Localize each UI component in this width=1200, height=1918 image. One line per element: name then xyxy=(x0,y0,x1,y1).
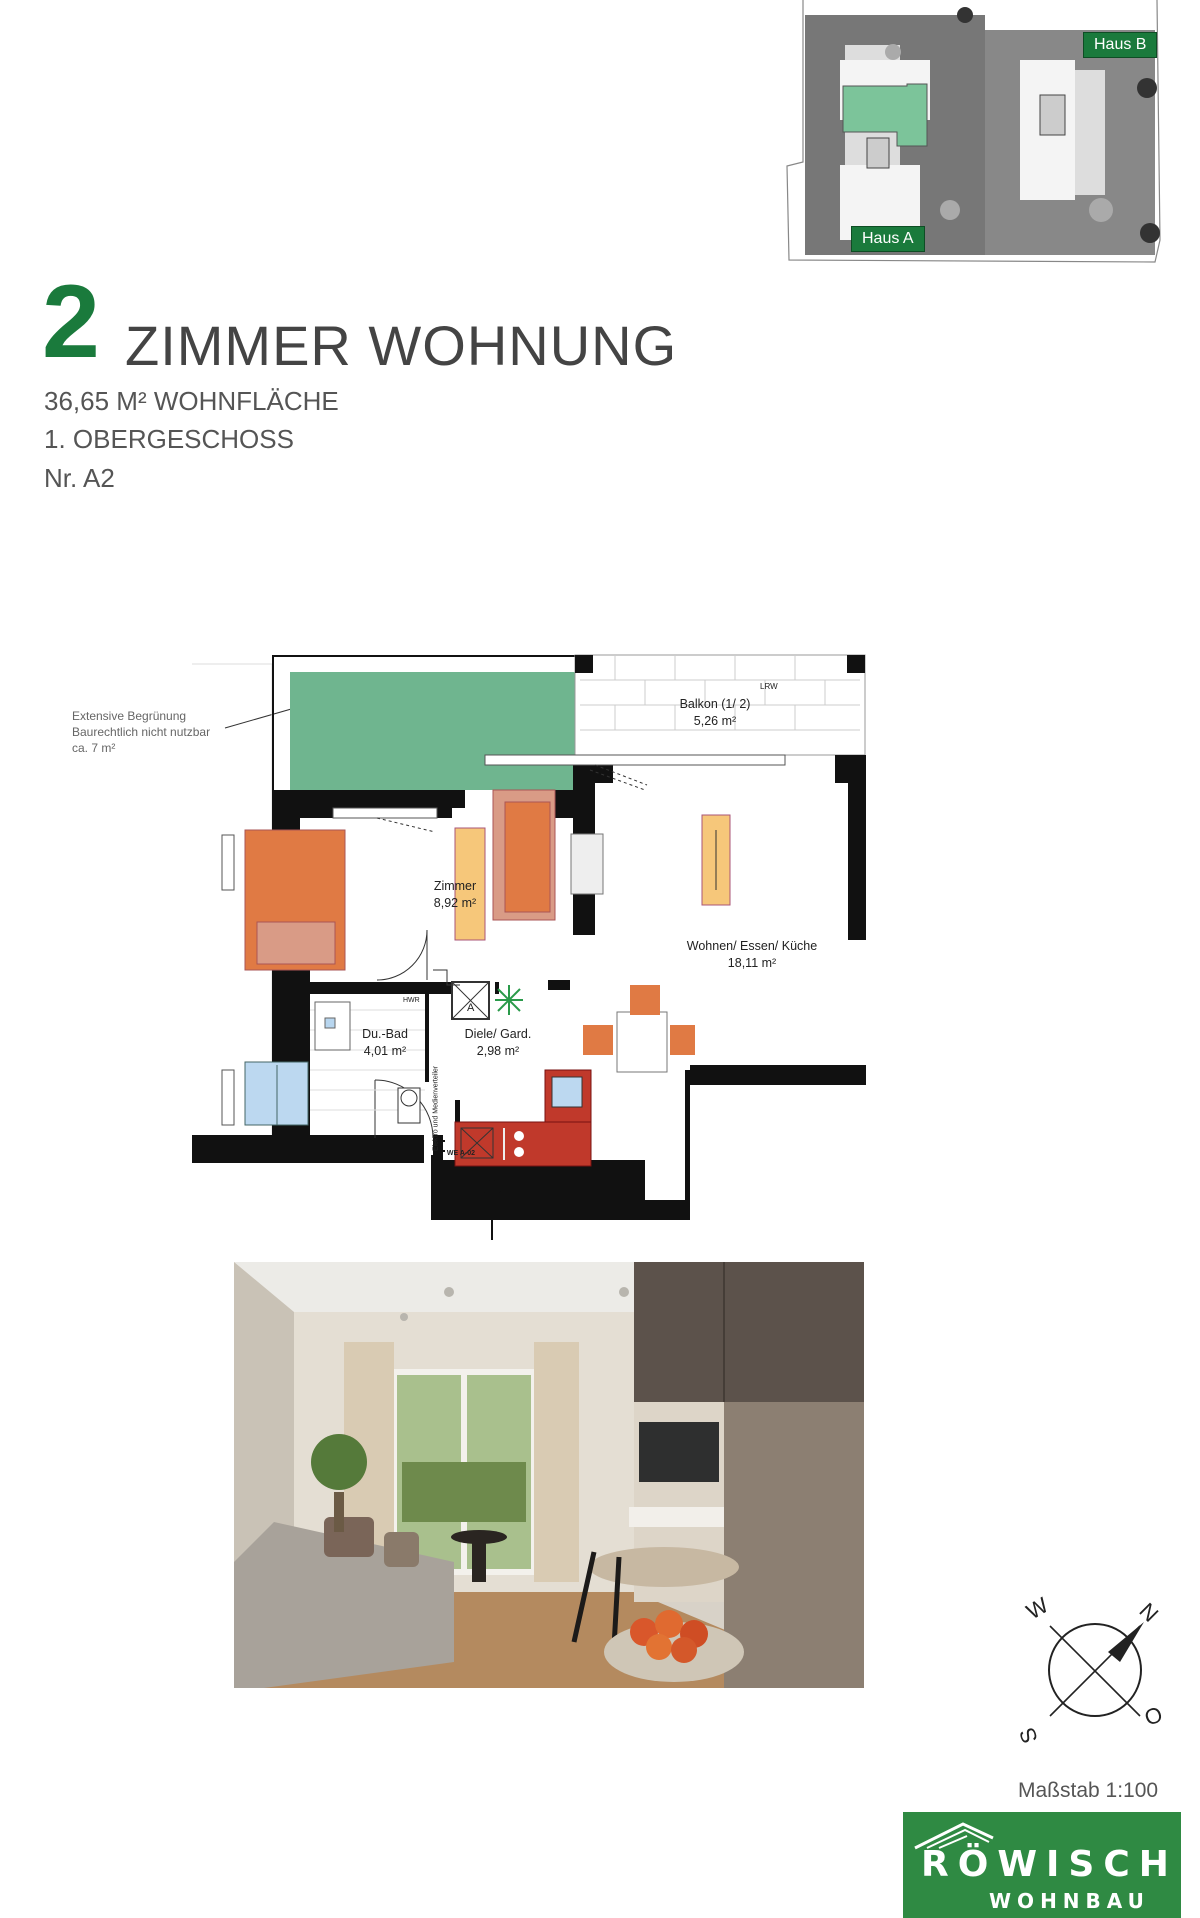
balkon-name: Balkon (1/ 2) xyxy=(679,697,751,711)
wohnen-name: Wohnen/ Essen/ Küche xyxy=(686,939,818,953)
diele-label xyxy=(453,1026,543,1060)
lrw-label: LRW xyxy=(760,682,778,691)
bad-label xyxy=(345,1026,425,1060)
wohnen-area: 18,11 m² xyxy=(727,956,777,970)
bad-name: Du.-Bad xyxy=(362,1027,408,1041)
entry-code: WE A-02 xyxy=(446,1150,476,1157)
logo-sub: WOHNBAU xyxy=(989,1889,1150,1913)
wohnen-label xyxy=(667,938,837,972)
haus-a-label: Haus A xyxy=(851,226,925,252)
diele-name: Diele/ Gard. xyxy=(464,1027,532,1041)
compass-o: O xyxy=(1141,1701,1166,1731)
logo-name: RÖWISCH xyxy=(921,1844,1178,1885)
green-roof-note-line2: Baurechtlich nicht nutzbar xyxy=(72,725,211,739)
compass-rose xyxy=(1010,1590,1170,1750)
green-roof-note-line3: ca. 7 m² xyxy=(72,741,116,755)
compass xyxy=(1010,1590,1170,1750)
bad-area: 4,01 m² xyxy=(363,1044,407,1058)
compass-w: W xyxy=(1022,1592,1053,1625)
green-roof-note-line1: Extensive Begrünung xyxy=(72,709,187,723)
compass-n: N xyxy=(1134,1597,1164,1627)
shaft-label: A xyxy=(467,1002,475,1014)
elektro-label: Elektro und Medienverteiler xyxy=(432,1065,440,1152)
living-area: 36,65 M² WOHNFLÄCHE xyxy=(44,386,339,416)
interior-photo-drawing xyxy=(234,1262,864,1688)
hwr-label: HWR xyxy=(403,997,420,1004)
page-title: ZIMMER WOHNUNG xyxy=(125,314,678,377)
scale-label: Maßstab 1:100 xyxy=(1018,1779,1159,1802)
balkon-label xyxy=(655,696,775,730)
floor-level: 1. OBERGESCHOSS xyxy=(44,424,294,454)
site-plan xyxy=(785,0,1175,270)
floor-plan xyxy=(185,640,875,1240)
haus-b-label: Haus B xyxy=(1083,32,1157,58)
zimmer-area: 8,92 m² xyxy=(433,896,477,910)
balkon-area: 5,26 m² xyxy=(693,714,737,728)
zimmer-name: Zimmer xyxy=(433,879,477,893)
unit-number: Nr. A2 xyxy=(44,463,115,493)
rowisch-logo xyxy=(903,1812,1181,1918)
diele-area: 2,98 m² xyxy=(476,1044,520,1058)
interior-photo xyxy=(234,1262,864,1688)
zimmer-label xyxy=(400,878,510,912)
compass-s: S xyxy=(1014,1724,1043,1747)
rooms-number: 2 xyxy=(42,264,100,380)
